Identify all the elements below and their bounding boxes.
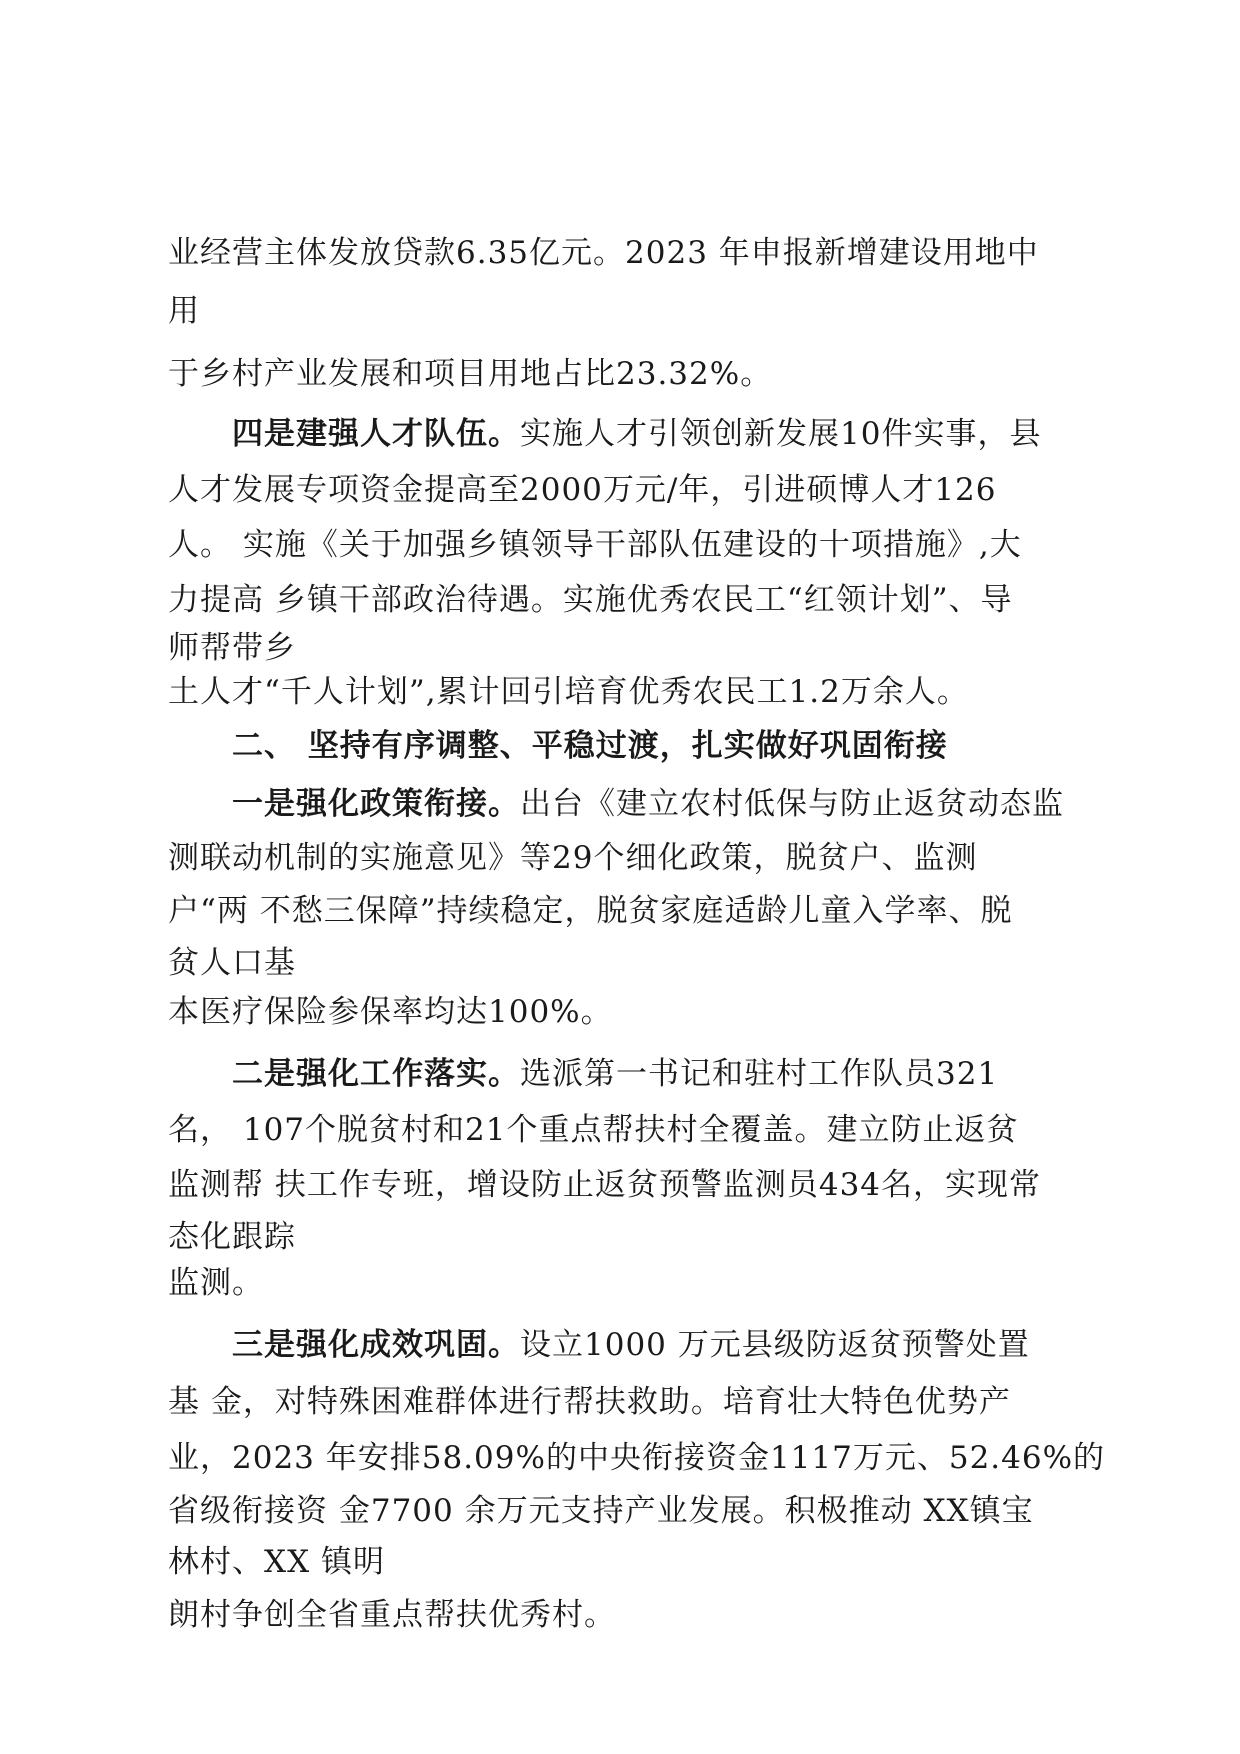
text-line: 朗村争创全省重点帮扶优秀村。 xyxy=(168,1597,616,1633)
text-line: 用 xyxy=(168,293,200,329)
paragraph-text: 实施人才引领创新发展10件实事，县 xyxy=(520,416,1042,452)
paragraph-lead: 三是强化成效巩固。 xyxy=(232,1327,520,1363)
text-line: 贫人口基 xyxy=(168,945,296,981)
text-line: 名， 107个脱贫村和21个重点帮扶村全覆盖。建立防止返贫 xyxy=(168,1112,1019,1148)
text-line: 业经营主体发放贷款6.35亿元。2023 年申报新增建设用地中 xyxy=(168,235,1039,271)
paragraph-results-first-line xyxy=(232,1325,1030,1365)
text-line: 师帮带乡 xyxy=(168,630,296,666)
paragraph-policy-first-line xyxy=(232,784,1064,824)
paragraph-lead: 二是强化工作落实。 xyxy=(232,1056,520,1092)
text-line: 林村、XX 镇明 xyxy=(168,1544,385,1580)
paragraph-lead: 四是建强人才队伍。 xyxy=(232,416,520,452)
paragraph-text: 选派第一书记和驻村工作队员321 xyxy=(520,1056,999,1092)
text-line: 业，2023 年安排58.09%的中央衔接资金1117万元、52.46%的 xyxy=(168,1440,1106,1476)
text-line: 监测帮 扶工作专班，增设防止返贫预警监测员434名，实现常 xyxy=(168,1167,1042,1203)
text-line: 省级衔接资 金7700 余万元支持产业发展。积极推动 XX镇宝 xyxy=(168,1493,1034,1529)
text-line: 土人才“千人计划”,累计回引培育优秀农民工1.2万余人。 xyxy=(168,674,969,710)
section-heading: 二、 坚持有序调整、平稳过渡，扎实做好巩固衔接 xyxy=(232,728,948,764)
text-line: 基 金，对特殊困难群体进行帮扶救助。培育壮大特色优势产 xyxy=(168,1384,1011,1420)
text-line: 态化跟踪 xyxy=(168,1219,296,1255)
text-line: 本医疗保险参保率均达100%。 xyxy=(168,994,613,1030)
paragraph-work-first-line xyxy=(232,1054,998,1094)
text-line: 人才发展专项资金提高至2000万元/年，引进硕博人才126 xyxy=(168,472,997,508)
text-line: 户“两 不愁三保障”持续稳定，脱贫家庭适龄儿童入学率、脱 xyxy=(168,893,1013,929)
text-line: 测联动机制的实施意见》等29个细化政策，脱贫户、监测 xyxy=(168,840,978,876)
text-line: 力提高 乡镇干部政治待遇。实施优秀农民工“红领计划”、导 xyxy=(168,582,1013,618)
paragraph-text: 设立1000 万元县级防返贫预警处置 xyxy=(520,1327,1030,1363)
text-line: 于乡村产业发展和项目用地占比23.32%。 xyxy=(168,356,773,392)
text-line: 监测。 xyxy=(168,1265,264,1301)
paragraph-text: 出台《建立农村低保与防止返贫动态监 xyxy=(520,786,1064,822)
paragraph-lead: 一是强化政策衔接。 xyxy=(232,786,520,822)
text-line: 人。 实施《关于加强乡镇领导干部队伍建设的十项措施》,大 xyxy=(168,527,1022,563)
paragraph-talent-first-line xyxy=(232,414,1041,454)
